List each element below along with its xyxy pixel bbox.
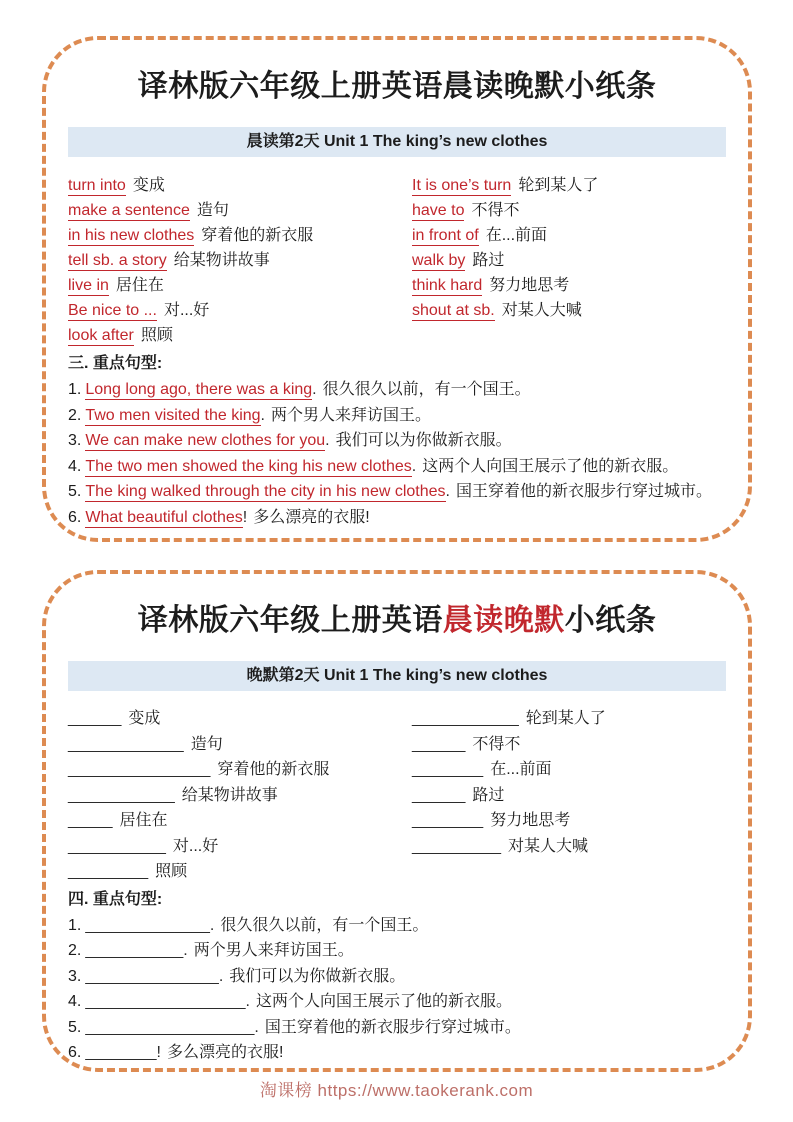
blank-line: ________: [412, 761, 484, 778]
blank-item: [68, 757, 412, 783]
title-highlight: 晨读晚默: [442, 70, 565, 103]
blank-line: ________________: [68, 761, 211, 778]
day-unit-header: 晨读第2天 Unit 1 The king’s new clothes: [68, 127, 726, 157]
blank-zh: 照顾: [155, 863, 188, 880]
sentence-number: 5.: [68, 1018, 82, 1036]
blank-zh: 造句: [190, 735, 223, 753]
sentence-number: 3.: [68, 432, 82, 449]
sentence-zh: 这两个人向国王展示了他的新衣服。: [422, 457, 679, 475]
sentence-zh: 国王穿着他的新衣服步行穿过城市。: [456, 483, 713, 500]
blank-zh: 穿着他的新衣服: [217, 761, 330, 778]
sentence-zh: 我们可以为你做新衣服。: [229, 967, 406, 985]
sentence-item: [68, 505, 726, 531]
phrase-column-left: [68, 173, 412, 348]
blank-zh: 对...好: [172, 837, 219, 855]
blank-item: [68, 834, 412, 860]
blank-zh: 给某物讲故事: [181, 786, 278, 804]
sentence-punct: .: [245, 993, 250, 1010]
phrase-en: in his new clothes: [68, 227, 195, 244]
title-post: 小纸条: [564, 70, 657, 103]
sentence-number: 4.: [68, 457, 82, 475]
phrase-zh: 居住在: [115, 277, 164, 294]
phrase-item: [412, 198, 726, 223]
blank-item: [68, 706, 412, 732]
evening-dictation-card: [42, 570, 752, 1072]
sentence-item: [68, 377, 726, 403]
blank-item: [68, 859, 412, 885]
day-unit-header: 晚默第2天 Unit 1 The king’s new clothes: [68, 661, 726, 691]
phrase-en: shout at sb.: [412, 302, 495, 319]
title-pre: 译林版六年级上册英语: [137, 604, 443, 637]
phrase-en: make a sentence: [68, 202, 190, 219]
phrase-en: turn into: [68, 177, 126, 194]
sentence-en: The two men showed the king his new clothes: [85, 457, 412, 475]
blank-line: ______: [412, 786, 466, 804]
blank-zh: 居住在: [119, 812, 168, 829]
sentence-number: 1.: [68, 916, 82, 934]
phrase-en: walk by: [412, 252, 466, 269]
sentence-blank-line: _______________: [85, 967, 219, 985]
blank-item: [412, 757, 726, 783]
phrase-en: have to: [412, 202, 465, 219]
sentence-punct: !: [156, 1044, 161, 1061]
phrase-item: [412, 223, 726, 248]
sentence-item: [68, 989, 726, 1015]
blank-item: [412, 834, 726, 860]
phrase-en: tell sb. a story: [68, 252, 167, 269]
blank-item: [412, 732, 726, 758]
phrase-item: [68, 173, 412, 198]
phrase-en: Be nice to ...: [68, 302, 157, 319]
blank-zh: 对某人大喊: [507, 837, 588, 855]
sentence-punct: !: [242, 508, 248, 526]
sentence-item: [68, 1040, 726, 1066]
sentence-number: 5.: [68, 483, 82, 500]
sentence-item: [68, 913, 726, 939]
sentence-number: 6.: [68, 1044, 82, 1061]
sentence-en: What beautiful clothes: [85, 508, 243, 526]
phrase-item: [68, 273, 412, 298]
phrase-item: [412, 273, 726, 298]
blank-line: __________: [412, 837, 501, 855]
sentence-blank-line: ___________: [85, 942, 184, 959]
phrase-item: [68, 198, 412, 223]
phrase-zh: 给某物讲故事: [173, 252, 270, 269]
sentence-punct: .: [218, 967, 224, 985]
sentence-punct: .: [209, 916, 215, 934]
blank-zh: 路过: [472, 786, 505, 804]
blank-zh: 轮到某人了: [525, 710, 606, 727]
section-heading: 四. 重点句型:: [68, 890, 163, 908]
blank-item: [412, 706, 726, 732]
blank-line: ________: [412, 812, 484, 829]
blank-line: _____________: [68, 735, 184, 753]
phrase-zh: 路过: [472, 252, 505, 269]
blank-zh: 不得不: [472, 735, 521, 753]
sentence-list: [68, 377, 726, 530]
blank-zh: 努力地思考: [490, 812, 571, 829]
phrase-en: live in: [68, 277, 109, 294]
phrase-zh: 照顾: [140, 327, 173, 344]
sentence-blank-line: ___________________: [85, 1018, 255, 1036]
blank-line: ___________: [68, 837, 166, 855]
blank-item: [68, 732, 412, 758]
phrase-item: [68, 298, 412, 323]
blank-columns: [68, 706, 726, 885]
phrase-item: [412, 173, 726, 198]
phrase-en: in front of: [412, 227, 479, 244]
sentence-number: 2.: [68, 406, 82, 424]
card-title: [68, 66, 726, 108]
blank-line: ____________: [68, 786, 175, 804]
sentence-en: Long long ago, there was a king: [85, 381, 313, 398]
sentence-number: 2.: [68, 942, 82, 959]
phrase-zh: 努力地思考: [489, 277, 570, 294]
sentence-zh: 两个男人来拜访国王。: [193, 942, 354, 959]
sentence-zh: 我们可以为你做新衣服。: [335, 432, 512, 449]
blank-line: _____: [68, 812, 113, 829]
title-highlight: 晨读晚默: [442, 604, 565, 637]
sentence-punct: .: [445, 483, 450, 500]
sentence-item: [68, 454, 726, 480]
sentence-number: 4.: [68, 993, 82, 1010]
phrase-zh: 轮到某人了: [518, 177, 599, 194]
title-pre: 译林版六年级上册英语: [137, 70, 443, 103]
card-title: [68, 600, 726, 642]
sentence-blank-line: ________: [85, 1044, 157, 1061]
phrase-item: [68, 223, 412, 248]
phrase-item: [68, 323, 412, 348]
blank-line: ______: [412, 735, 466, 753]
phrase-zh: 对某人大喊: [501, 302, 582, 319]
phrase-column-right: [412, 173, 726, 348]
morning-reading-card: [42, 36, 752, 542]
blank-zh: 在...前面: [490, 761, 552, 778]
phrase-item: [68, 248, 412, 273]
sentence-item: [68, 964, 726, 990]
phrase-item: [412, 298, 726, 323]
sentence-item: [68, 1015, 726, 1041]
sentence-list: [68, 913, 726, 1066]
phrase-en: think hard: [412, 277, 483, 294]
sentence-punct: .: [254, 1018, 259, 1036]
blank-zh: 变成: [128, 710, 161, 727]
blank-column-right: [412, 706, 726, 885]
title-post: 小纸条: [564, 604, 657, 637]
sentence-blank-line: ______________: [85, 916, 210, 934]
sentence-punct: .: [183, 942, 188, 959]
blank-column-left: [68, 706, 412, 885]
sentence-zh: 很久很久以前，有一个国王。: [220, 916, 429, 934]
section-heading: 三. 重点句型:: [68, 355, 163, 372]
blank-line: ____________: [412, 710, 519, 727]
phrase-item: [412, 248, 726, 273]
sentence-zh: 两个男人来拜访国王。: [271, 406, 432, 424]
sentence-punct: .: [325, 432, 330, 449]
sentence-item: [68, 938, 726, 964]
blank-item: [68, 783, 412, 809]
blank-line: ______: [68, 710, 122, 727]
phrase-zh: 在...前面: [485, 227, 548, 244]
sentence-zh: 多么漂亮的衣服!: [253, 508, 370, 526]
sentence-en: We can make new clothes for you: [85, 432, 326, 449]
sentence-zh: 很久很久以前，有一个国王。: [322, 381, 531, 398]
sentence-punct: .: [411, 457, 417, 475]
blank-line: _________: [68, 863, 149, 880]
sentence-zh: 这两个人向国王展示了他的新衣服。: [255, 993, 512, 1010]
phrase-zh: 造句: [196, 202, 229, 219]
sentence-item: [68, 428, 726, 454]
phrase-zh: 穿着他的新衣服: [201, 227, 314, 244]
sentence-number: 1.: [68, 381, 82, 398]
sentence-punct: .: [260, 406, 265, 424]
sentence-zh: 国王穿着他的新衣服步行穿过城市。: [264, 1018, 521, 1036]
sentence-punct: .: [312, 381, 317, 398]
phrase-columns: [68, 173, 726, 348]
phrase-zh: 变成: [132, 177, 165, 194]
sentence-item: [68, 403, 726, 429]
sentence-zh: 多么漂亮的衣服!: [166, 1044, 284, 1061]
blank-item: [68, 808, 412, 834]
sentence-number: 6.: [68, 508, 82, 526]
footer-watermark: 淘课榜 https://www.taokerank.com: [259, 1081, 534, 1100]
sentence-item: [68, 479, 726, 505]
blank-item: [412, 808, 726, 834]
blank-item: [412, 783, 726, 809]
phrase-en: look after: [68, 327, 134, 344]
phrase-zh: 不得不: [471, 202, 520, 219]
phrase-en: It is one’s turn: [412, 177, 512, 194]
sentence-en: The king walked through the city in his new clothes: [85, 483, 446, 500]
phrase-zh: 对...好: [163, 302, 210, 319]
sentence-blank-line: __________________: [85, 993, 246, 1010]
sentence-number: 3.: [68, 967, 82, 985]
sentence-en: Two men visited the king: [85, 406, 261, 424]
